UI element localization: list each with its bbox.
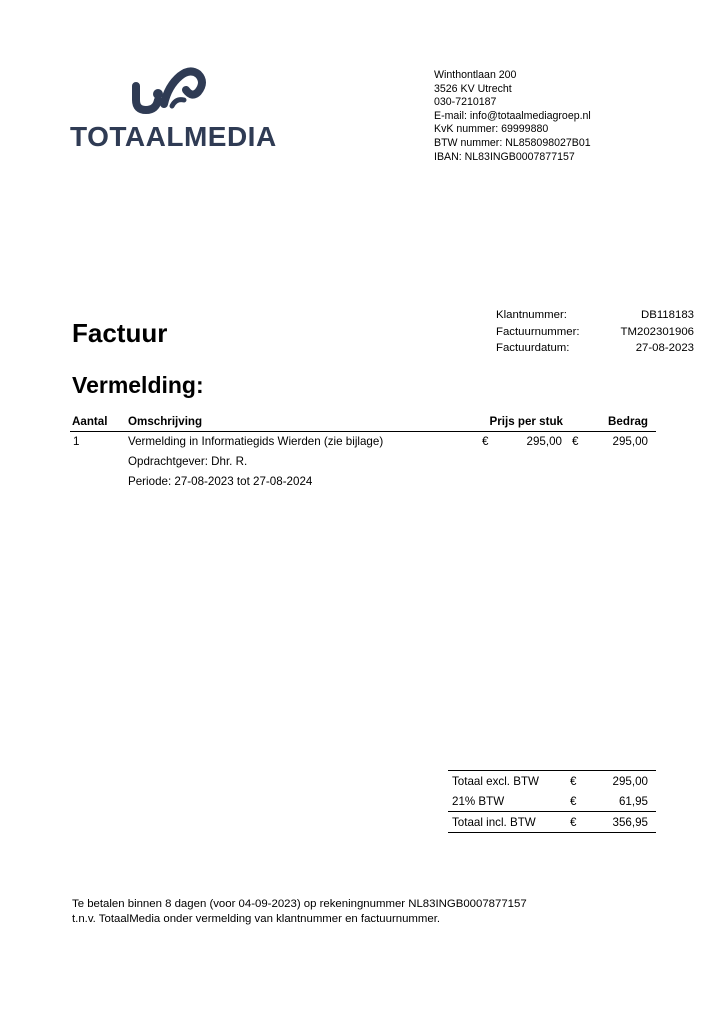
customer-number-row xyxy=(496,307,694,324)
company-info xyxy=(434,69,591,164)
company-logo-mark xyxy=(128,66,212,124)
company-logo-text: TOTAALMEDIA xyxy=(70,121,277,152)
item-period: Periode: 27-08-2023 tot 27-08-2024 xyxy=(128,475,313,488)
header-amount: Bedrag xyxy=(608,415,648,428)
totals-block xyxy=(448,770,656,833)
item-client: Opdrachtgever: Dhr. R. xyxy=(128,455,248,468)
total-excl-value: 295,00 xyxy=(612,775,648,788)
invoice-meta xyxy=(496,307,694,357)
vat-currency: € xyxy=(570,795,577,808)
vat-value: 61,95 xyxy=(618,795,648,808)
item-description: Vermelding in Informatiegids Wierden (zie bijlage) xyxy=(128,435,384,448)
total-incl-row xyxy=(448,811,656,833)
item-unit-price: 295,00 xyxy=(526,435,562,448)
table-row xyxy=(70,432,656,452)
payment-note xyxy=(72,897,527,927)
company-city: 3526 KV Utrecht xyxy=(434,82,512,95)
header-qty: Aantal xyxy=(72,415,108,428)
invoice-date-value: 27-08-2023 xyxy=(635,342,694,354)
total-excl-currency: € xyxy=(570,775,577,788)
section-title: Vermelding: xyxy=(72,372,204,398)
unit-price-currency: € xyxy=(482,435,489,448)
invoice-number-value: TM202301906 xyxy=(620,325,694,338)
invoice-date-label: Factuurdatum: xyxy=(496,342,570,354)
invoice-number-row xyxy=(496,324,694,341)
company-email: E-mail: info@totaalmediagroep.nl xyxy=(434,109,591,122)
item-qty: 1 xyxy=(73,435,80,448)
line-items-table xyxy=(70,414,656,492)
item-amount: 295,00 xyxy=(612,435,648,448)
table-row-client xyxy=(70,452,656,472)
invoice-number-label: Factuurnummer: xyxy=(496,325,580,338)
company-kvk: KvK nummer: 69999880 xyxy=(434,123,549,136)
total-incl-currency: € xyxy=(570,816,577,829)
vat-row xyxy=(448,791,656,811)
total-excl-row xyxy=(448,770,656,791)
amount-currency: € xyxy=(572,435,579,448)
company-btw: BTW nummer: NL858098027B01 xyxy=(434,136,591,149)
vat-label: 21% BTW xyxy=(452,795,505,808)
table-row-period xyxy=(70,472,656,492)
header-description: Omschrijving xyxy=(128,415,203,428)
customer-number-value: DB118183 xyxy=(641,309,694,321)
logo-swirl-icon xyxy=(128,66,212,124)
invoice-date-row xyxy=(496,340,694,357)
table-header xyxy=(70,414,656,432)
customer-number-label: Klantnummer: xyxy=(496,309,567,321)
total-excl-label: Totaal excl. BTW xyxy=(452,775,539,788)
total-incl-value: 356,95 xyxy=(612,816,648,829)
company-iban: IBAN: NL83INGB0007877157 xyxy=(434,150,575,163)
total-incl-label: Totaal incl. BTW xyxy=(452,816,536,829)
company-address: Winthontlaan 200 xyxy=(434,69,517,81)
payment-note-line2: t.n.v. TotaalMedia onder vermelding van klantnummer en factuurnummer. xyxy=(72,913,441,925)
company-phone: 030-7210187 xyxy=(434,96,497,109)
header-unit-price: Prijs per stuk xyxy=(489,415,563,428)
document-title: Factuur xyxy=(72,318,168,348)
payment-note-line1: Te betalen binnen 8 dagen (voor 04-09-2023) op rekeningnummer NL83INGB0007877157 xyxy=(72,898,527,910)
